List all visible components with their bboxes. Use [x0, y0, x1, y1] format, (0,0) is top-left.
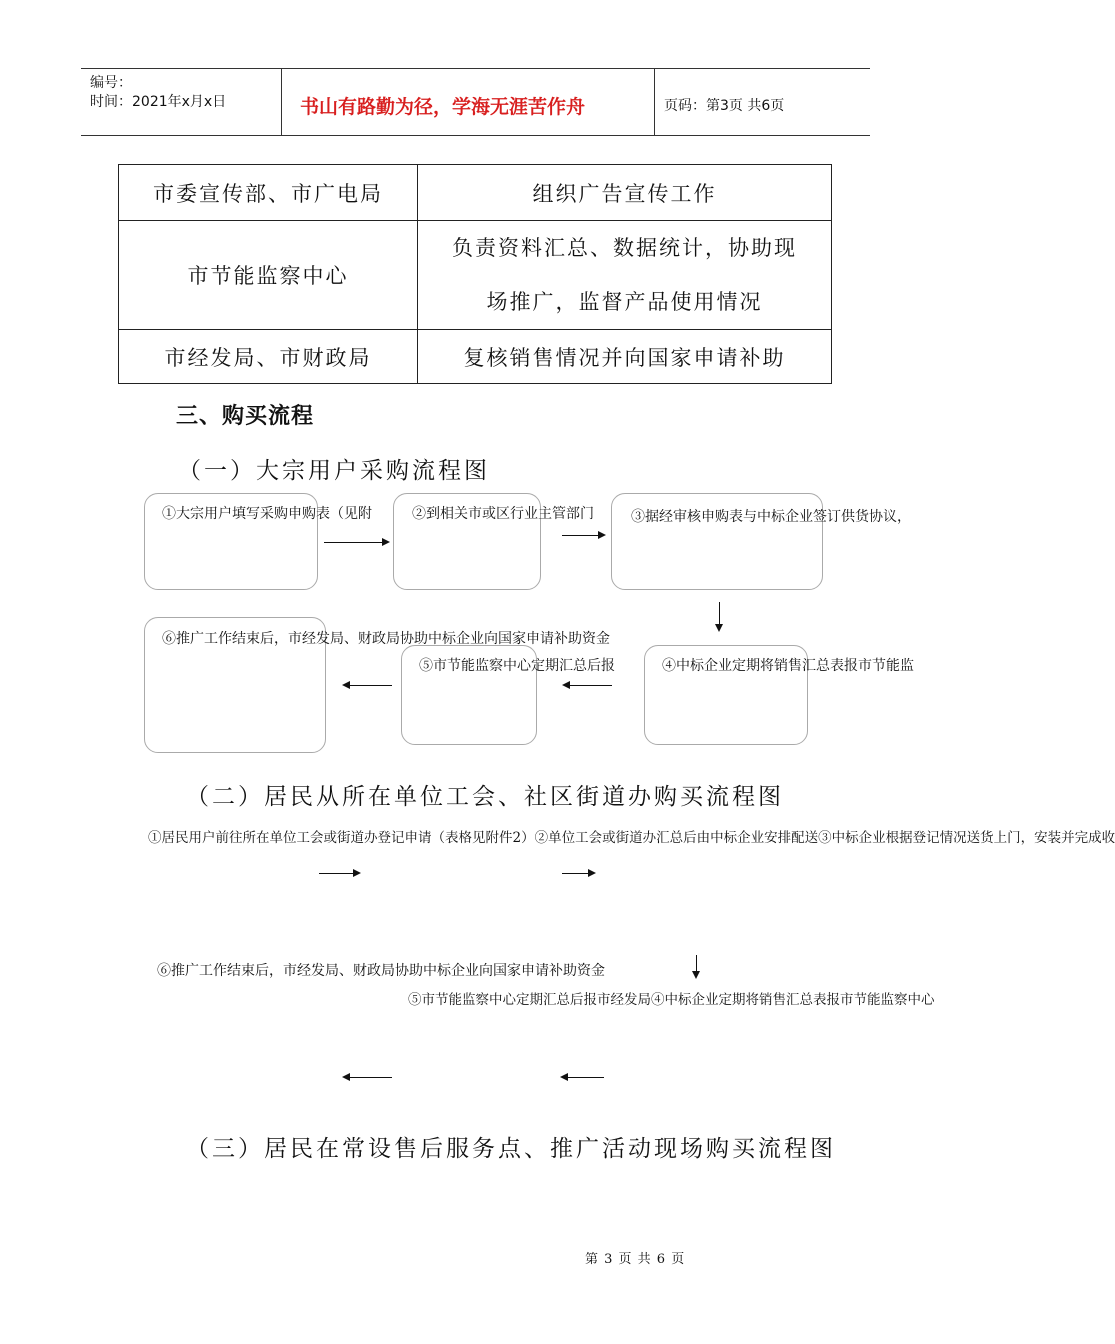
- table-cell-dept: 市节能监察中心: [119, 221, 418, 330]
- table-row: [119, 330, 832, 384]
- subsection-title-2: （二）居民从所在单位工会、社区街道办购买流程图: [186, 784, 784, 810]
- flow2-step6: ⑥推广工作结束后，市经发局、财政局协助中标企业向国家申请补助资金: [157, 963, 605, 979]
- header-divider: [281, 68, 282, 136]
- arrow-right-icon: [562, 535, 604, 536]
- flow1-step6: ⑥推广工作结束后，市经发局、财政局协助中标企业向国家申请补助资金: [162, 631, 610, 647]
- flow1-step2: ②到相关市或区行业主管部门: [412, 506, 594, 522]
- table-row: [119, 165, 832, 221]
- responsibility-table: [118, 164, 832, 384]
- arrow-right-icon: [562, 873, 594, 874]
- section-title: 三、购买流程: [176, 403, 315, 429]
- table-cell-duty: [418, 221, 832, 330]
- table-cell-duty: 组织广告宣传工作: [418, 165, 832, 221]
- flow1-step5: ⑤市节能监察中心定期汇总后报: [419, 658, 615, 674]
- arrow-right-icon: [324, 542, 388, 543]
- arrow-down-icon: [719, 602, 720, 630]
- duty-line: 负责资料汇总、数据统计，协助现: [452, 236, 797, 260]
- header-top-rule: [81, 68, 870, 69]
- flow1-step3: ③据经审核申购表与中标企业签订供货协议，: [631, 509, 911, 525]
- flow2-top-text: ①居民用户前往所在单位工会或街道办登记申请（表格见附件2）②单位工会或街道办汇总后由中标企业安排配送③中标企业根据登记情况送货上门，安装并完成收: [148, 830, 1115, 846]
- arrow-right-icon: [319, 873, 359, 874]
- arrow-left-icon: [344, 685, 392, 686]
- header-motto: 书山有路勤为径，学海无涯苦作舟: [300, 96, 586, 118]
- flow1-step4: ④中标企业定期将销售汇总表报市节能监: [662, 658, 914, 674]
- arrow-left-icon: [562, 1077, 604, 1078]
- duty-line: 场推广，监督产品使用情况: [486, 290, 763, 314]
- page-footer: 第 3 页 共 6 页: [585, 1252, 686, 1267]
- flow2-mid-text: ⑤市节能监察中心定期汇总后报市经发局④中标企业定期将销售汇总表报市节能监察中心: [408, 992, 935, 1008]
- table-cell-dept: 市经发局、市财政局: [119, 330, 418, 384]
- arrow-left-icon: [344, 1077, 392, 1078]
- header-bottom-rule: [81, 135, 870, 136]
- arrow-down-icon: [696, 955, 697, 977]
- arrow-left-icon: [564, 685, 612, 686]
- table-cell-dept: 市委宣传部、市广电局: [119, 165, 418, 221]
- flow1-step1: ①大宗用户填写采购申购表（见附: [162, 506, 372, 522]
- page-indicator: 页码：第3页 共6页: [664, 98, 785, 114]
- doc-date-label: 时间：2021年x月x日: [90, 94, 227, 110]
- table-row: [119, 221, 832, 330]
- table-cell-duty: 复核销售情况并向国家申请补助: [418, 330, 832, 384]
- subsection-title-3: （三）居民在常设售后服务点、推广活动现场购买流程图: [186, 1136, 836, 1162]
- doc-number-label: 编号：: [90, 75, 132, 91]
- subsection-title-1: （一）大宗用户采购流程图: [178, 458, 490, 484]
- header-divider: [654, 68, 655, 136]
